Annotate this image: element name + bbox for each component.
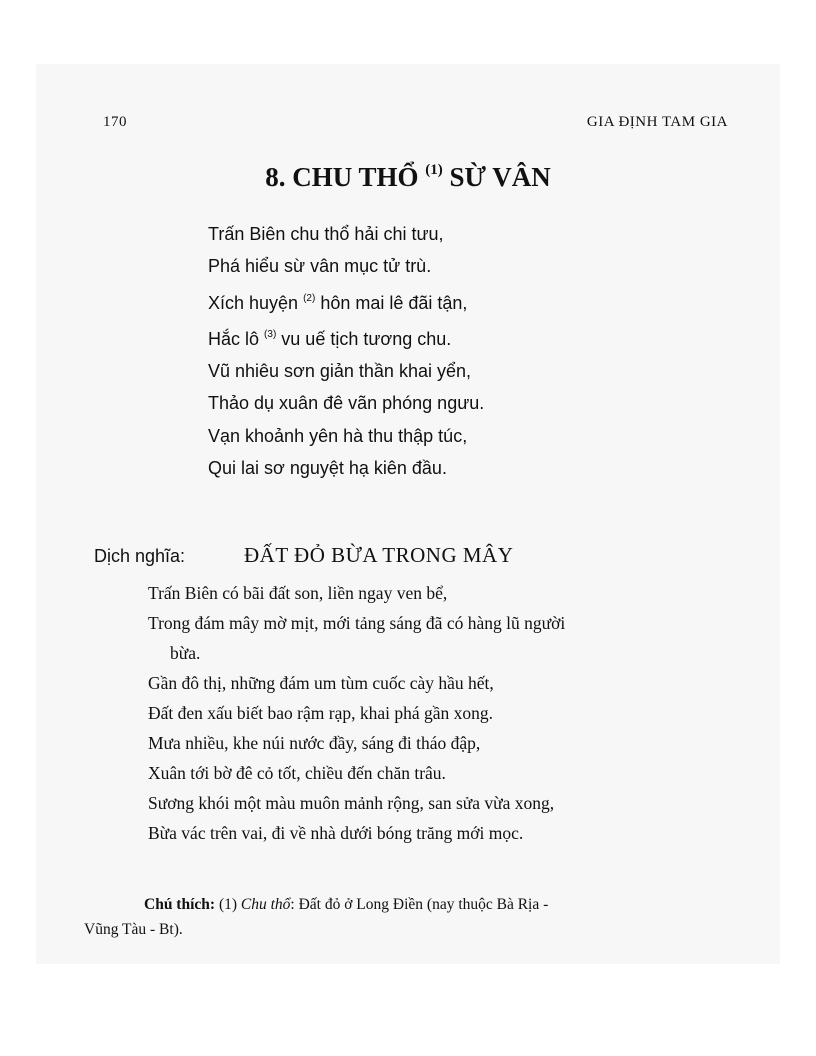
translation-title: ĐẤT ĐỎ BỪA TRONG MÂY xyxy=(244,543,514,567)
poem-title-main: 8. CHU THỔ xyxy=(265,162,426,192)
poem-line-part: Xích huyện xyxy=(208,292,299,313)
footnote-text: : Đất đỏ ở Long Điền (nay thuộc Bà Rịa - xyxy=(290,896,549,913)
poem-line xyxy=(208,319,484,355)
translation-line: Bừa vác trên vai, đi về nhà dưới bóng trăng mới mọc. xyxy=(148,823,524,843)
poem-line: Vũ nhiêu sơn giản thần khai yển, xyxy=(208,361,471,382)
translation-line: Trấn Biên có bãi đất son, liền ngay ven bể, xyxy=(148,583,448,603)
poem-line: Qui lai sơ nguyệt hạ kiên đầu. xyxy=(208,458,447,479)
footnote-number: (1) xyxy=(218,896,238,913)
footnote-term: Chu thổ xyxy=(240,896,291,913)
poem-title xyxy=(0,162,816,193)
translation-verses xyxy=(148,578,738,848)
footnote-label: Chú thích: xyxy=(144,896,216,913)
poem-title-footnote-ref: (1) xyxy=(425,162,443,178)
poem-line: Trấn Biên chu thổ hải chi tưu, xyxy=(208,224,444,244)
translation-line: Gần đô thị, những đám um tùm cuốc cày hầu hết, xyxy=(148,673,494,693)
translation-line: Xuân tới bờ đê cỏ tốt, chiều đến chăn trâu. xyxy=(148,763,446,783)
translation-line: Trong đám mây mờ mịt, mới tảng sáng đã có hàng lũ người xyxy=(148,613,566,633)
poem-footnote-ref: (3) xyxy=(264,328,277,340)
translation-line-continuation: bừa. xyxy=(170,643,201,663)
poem-line: Phá hiểu sừ vân mục tử trù. xyxy=(208,256,432,277)
poem-line-part: vu uế tịch tương chu. xyxy=(281,328,452,349)
poem-title-end: SỪ VÂN xyxy=(442,162,551,192)
footnote-line: Vũng Tàu - Bt). xyxy=(84,921,183,938)
translation-line: Đất đen xấu biết bao rậm rạp, khai phá gần xong. xyxy=(148,703,494,723)
poem-line: Thảo dụ xuân đê vãn phóng ngưu. xyxy=(208,393,485,414)
translation-line: Mưa nhiều, khe núi nước đầy, sáng đi tháo đập, xyxy=(148,733,481,753)
poem-line-part: Hắc lô xyxy=(208,328,260,349)
footnote-line xyxy=(84,892,734,917)
poem-verses xyxy=(208,218,484,484)
poem-line-part: hôn mai lê đãi tận, xyxy=(320,292,468,313)
page-number: 170 xyxy=(103,114,127,130)
translation-label: Dịch nghĩa: xyxy=(94,546,186,566)
footnote xyxy=(84,892,734,942)
translation-line: Sương khói một màu muôn mảnh rộng, san sửa vừa xong, xyxy=(148,793,555,813)
poem-line: Vạn khoảnh yên hà thu thập túc, xyxy=(208,425,468,446)
running-header-title: GIA ĐỊNH TAM GIA xyxy=(586,114,728,130)
poem-footnote-ref: (2) xyxy=(303,292,316,304)
poem-line xyxy=(208,283,484,319)
